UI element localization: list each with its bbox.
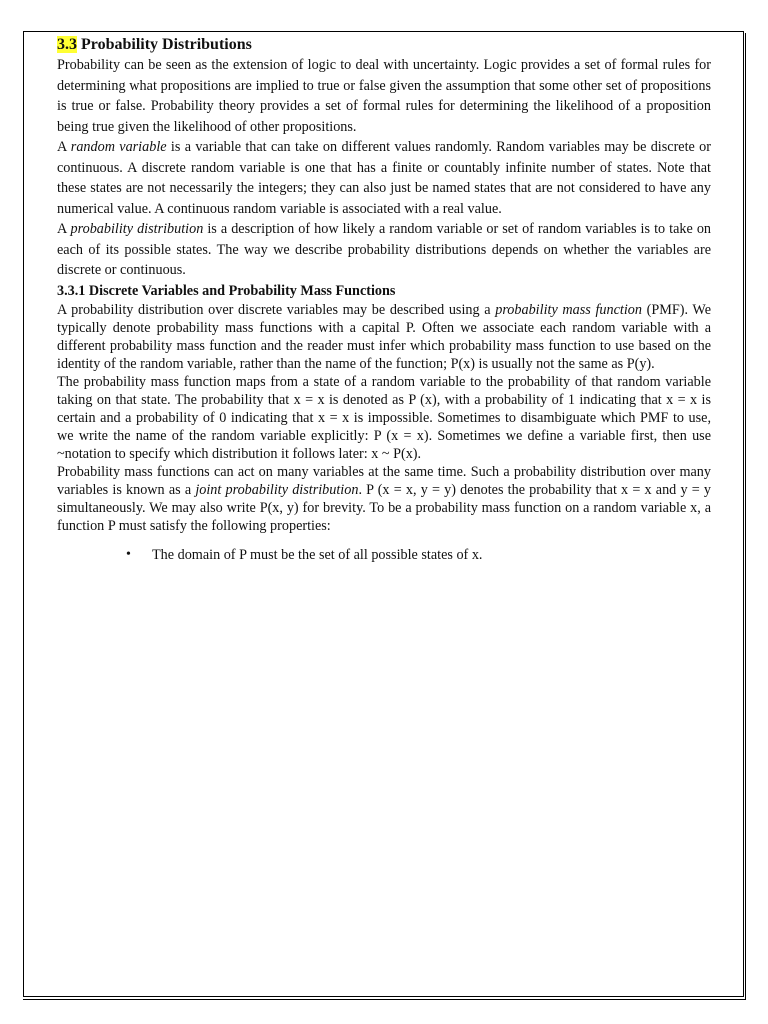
text-run: . P (x = x, y = y) denotes the probability that x = x and y = y simultaneously. We may also write P(x, y) for brevity. To be a probability mass function on a random variable x, a function P must satisfy the following properties:: [57, 482, 711, 534]
section-heading: [57, 34, 711, 55]
term-probability-distribution: probability distribution: [70, 221, 204, 237]
paragraph-random-variable: [57, 137, 711, 219]
text-run: A probability distribution over discrete variables may be described using a: [57, 302, 496, 318]
paragraph-intro: Probability can be seen as the extension of logic to deal with uncertainty. Logic provides a set of formal rules for determining what propositions are implied to true or false given the assumption that some other set of propositions is true or false. Probability theory provides a set of formal rules for determining the likelihood of a proposition being true given the likelihood of other propositions.: [57, 57, 711, 135]
bullet-icon: •: [126, 547, 131, 562]
paragraph-pmf-definition: [57, 301, 711, 373]
subsection-heading: 3.3.1 Discrete Variables and Probability Mass Functions: [57, 282, 396, 299]
text-run: (PMF). We typically denote probability mass functions with a capital P. Often we associate each random variable with a different probability mass function and the reader must infer which probability mass function to use based on the identity of the random variable, rather than the name of the function; P(x) is usually not the same as P(y).: [57, 302, 711, 372]
term-probability-mass-function: probability mass function: [495, 302, 642, 318]
term-random-variable: random variable: [70, 139, 167, 155]
text-run: is a variable that can take on different values randomly. Random variables may be discrete or continuous. A discrete random variable is one that has a finite or countably infinite number of states. Note that these states are not necessarily the integers; they can also just be named states that are not considered to have any numerical value. A continuous random variable is associated with a real value.: [57, 139, 711, 217]
properties-list: [57, 546, 711, 564]
list-item-text: The domain of P must be the set of all possible states of x.: [152, 547, 483, 563]
paragraph-pmf-mapping: The probability mass function maps from a state of a random variable to the probability of that random variable taking on that state. The probability that x = x is denoted as P (x), with a probability of 1 indicating that x = x is certain and a probability of 0 indicating that x = x is impossible. Sometimes to disambiguate which PMF to use, we write the name of the random variable explicitly: P (x = x). Sometimes we define a variable first, then use ~notation to specify which distribution it follows later: x ~ P(x).: [57, 374, 711, 462]
section-number-highlight: 3.3: [57, 36, 77, 53]
document-body: [57, 34, 711, 564]
paragraph-joint-distribution: [57, 463, 711, 535]
page-shadow-right: [745, 33, 746, 999]
list-item: [57, 546, 711, 564]
page-shadow-bottom: [23, 999, 746, 1000]
section-title: Probability Distributions: [81, 36, 252, 53]
text-run: Probability mass functions can act on many variables at the same time. Such a probability distribution over many variables is known as a: [57, 464, 711, 498]
text-run: A: [57, 221, 71, 237]
text-run: A: [57, 139, 71, 155]
paragraph-probability-distribution: [57, 219, 711, 281]
term-joint-probability-distribution: joint probability distribution: [195, 482, 359, 498]
text-run: is a description of how likely a random variable or set of random variables is to take on each of its possible states. The way we describe probability distributions depends on whether the variables are discrete or continuous.: [57, 221, 712, 278]
